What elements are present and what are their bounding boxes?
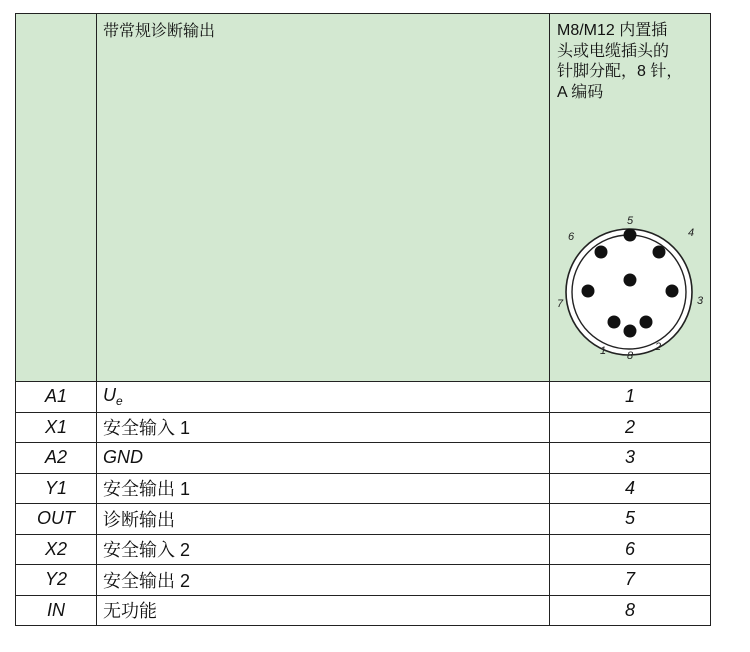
description-text: GND (103, 447, 143, 468)
connector-face-svg (550, 209, 710, 381)
pin-number-cell: 4 (550, 473, 711, 504)
pin-number-cell: 3 (550, 443, 711, 474)
connector-line: M8/M12 内置插 (557, 22, 668, 39)
pin-label-8: 8 (626, 350, 634, 362)
pin-number-cell: 2 (550, 412, 711, 443)
table-row (16, 473, 711, 504)
header-cell-connector (550, 14, 711, 382)
description-cell (97, 595, 550, 626)
pin-number-cell: 1 (550, 382, 711, 413)
description-cell (97, 473, 550, 504)
pin-label-1: 1 (599, 345, 607, 357)
signal-cell: A2 (16, 443, 97, 474)
pin-dot-1 (608, 316, 621, 329)
description-text: 安全输入 1 (103, 418, 191, 439)
pin-label-6: 6 (567, 231, 575, 243)
pin-dot-center (624, 274, 637, 287)
pin-label-7: 7 (556, 298, 564, 310)
description-text: 安全输入 2 (103, 540, 191, 561)
table-row (16, 443, 711, 474)
description-text: 无功能 (103, 601, 157, 622)
pin-label-2: 2 (654, 341, 662, 353)
description-text: 诊断输出 (103, 509, 175, 530)
connector-description (550, 14, 710, 209)
table-title: 带常规诊断输出 (103, 23, 216, 40)
pin-number-cell: 6 (550, 534, 711, 565)
pin-dot-7 (582, 285, 595, 298)
table-row (16, 412, 711, 443)
description-cell (97, 412, 550, 443)
table-body (16, 382, 711, 626)
signal-cell: A1 (16, 382, 97, 413)
table-row (16, 534, 711, 565)
description-text: 安全输出 2 (103, 570, 191, 591)
pin-dot-2 (640, 316, 653, 329)
signal-cell: Y1 (16, 473, 97, 504)
pin-label-4: 4 (687, 227, 695, 239)
pin-dot-5 (624, 229, 637, 242)
connector-line: A 编码 (557, 83, 604, 101)
signal-cell: Y2 (16, 565, 97, 596)
connector-diagram (550, 209, 710, 381)
description-cell (97, 382, 550, 413)
signal-cell: OUT (16, 504, 97, 535)
pin-dot-8 (624, 325, 637, 338)
table-row (16, 504, 711, 535)
pin-assignment-table (15, 13, 711, 626)
table-row (16, 595, 711, 626)
connector-line: 头或电缆插头的 (557, 42, 670, 60)
signal-cell: IN (16, 595, 97, 626)
description-text: 安全输出 1 (103, 479, 191, 500)
description-text: U (103, 385, 116, 406)
description-subscript: e (116, 394, 123, 409)
pin-number-cell: 8 (550, 595, 711, 626)
description-cell (97, 565, 550, 596)
header-row (16, 14, 711, 382)
pin-label-5: 5 (626, 215, 634, 227)
header-cell-signal (16, 14, 97, 382)
header-cell-title (97, 14, 550, 382)
pin-dot-4 (653, 246, 666, 259)
description-cell (97, 443, 550, 474)
description-cell (97, 534, 550, 565)
signal-cell: X1 (16, 412, 97, 443)
table-row (16, 565, 711, 596)
signal-cell: X2 (16, 534, 97, 565)
table-row (16, 382, 711, 413)
pin-label-3: 3 (696, 295, 704, 307)
pin-number-cell: 7 (550, 565, 711, 596)
description-cell (97, 504, 550, 535)
pin-dot-3 (666, 285, 679, 298)
pin-dot-6 (595, 246, 608, 259)
pin-number-cell: 5 (550, 504, 711, 535)
connector-line: 针脚分配，8 针， (557, 63, 683, 80)
